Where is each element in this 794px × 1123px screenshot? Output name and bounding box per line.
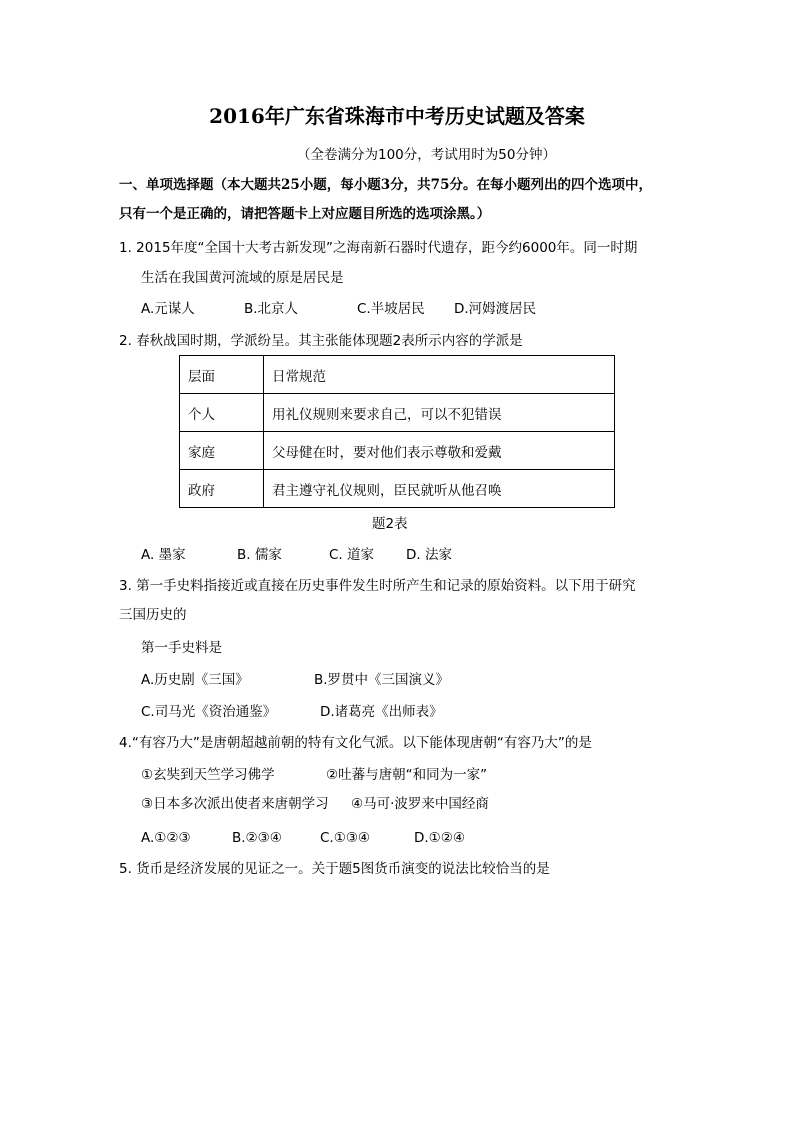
table-cell: 父母健在时，要对他们表示尊敬和爱戴	[264, 432, 615, 470]
q4-option-c: C.①③④	[320, 830, 371, 846]
q4-item-1: ①玄奘到天竺学习佛学	[141, 767, 275, 783]
q3-stem-cont: 三国历史的	[119, 607, 187, 623]
table-row	[180, 470, 615, 508]
q4-option-d: D.①②④	[414, 830, 465, 846]
q4-item-2: ②吐蕃与唐朝“和同为一家”	[326, 767, 488, 783]
q1-stem-cont: 生活在我国黄河流域的原是居民是	[141, 270, 344, 286]
subtitle: （全卷满分为100分，考试用时为50分钟）	[297, 147, 556, 163]
q3-stem: 3. 第一手史料指接近或直接在历史事件发生时所产生和记录的原始资料。以下用于研究	[119, 578, 636, 594]
table-cell: 用礼仪规则来要求自己，可以不犯错误	[264, 394, 615, 432]
q2-option-c: C. 道家	[329, 547, 375, 563]
q2-option-b: B. 儒家	[237, 547, 282, 563]
table-row	[180, 356, 615, 394]
q3-option-a: A.历史剧《三国》	[141, 672, 249, 688]
q4-item-4: ④马可·波罗来中国经商	[351, 796, 489, 812]
q4-item-3: ③日本多次派出使者来唐朝学习	[141, 796, 329, 812]
q3-option-d: D.诸葛亮《出师表》	[320, 704, 443, 720]
table-cell: 层面	[180, 356, 264, 394]
page-title: 2016年广东省珠海市中考历史试题及答案	[209, 104, 585, 128]
q1-option-b: B.北京人	[244, 301, 299, 317]
table-row	[180, 432, 615, 470]
table-caption: 题2表	[372, 516, 408, 532]
q4-option-a: A.①②③	[141, 830, 191, 846]
q1-option-a: A.元谋人	[141, 301, 195, 317]
q3-stem-cont2: 第一手史料是	[141, 640, 222, 656]
q2-table	[179, 355, 615, 508]
table-row	[180, 394, 615, 432]
table-cell: 日常规范	[264, 356, 615, 394]
table-cell: 个人	[180, 394, 264, 432]
table-cell: 政府	[180, 470, 264, 508]
q3-option-c: C.司马光《资治通鉴》	[141, 704, 277, 720]
q3-option-b: B.罗贯中《三国演义》	[314, 672, 450, 688]
section-heading: 一、单项选择题（本大题共25小题，每小题3分，共75分。在每小题列出的四个选项中，	[119, 177, 652, 193]
q5-stem: 5. 货币是经济发展的见证之一。关于题5图货币演变的说法比较恰当的是	[119, 861, 550, 877]
section-heading-cont: 只有一个是正确的，请把答题卡上对应题目所选的选项涂黑。）	[119, 206, 491, 222]
q4-option-b: B.②③④	[232, 830, 282, 846]
q2-option-a: A. 墨家	[141, 547, 186, 563]
q2-stem: 2. 春秋战国时期，学派纷呈。其主张能体现题2表所示内容的学派是	[119, 333, 523, 349]
q4-stem: 4.“有容乃大”是唐朝超越前朝的特有文化气派。以下能体现唐朝“有容乃大”的是	[119, 735, 592, 751]
q1-stem: 1. 2015年度“全国十大考古新发现”之海南新石器时代遗存，距今约6000年。同一时期	[119, 240, 638, 256]
q2-option-d: D. 法家	[406, 547, 452, 563]
q1-option-d: D.河姆渡居民	[454, 301, 537, 317]
table-cell: 君主遵守礼仪规则，臣民就听从他召唤	[264, 470, 615, 508]
table-cell: 家庭	[180, 432, 264, 470]
q1-option-c: C.半坡居民	[357, 301, 425, 317]
